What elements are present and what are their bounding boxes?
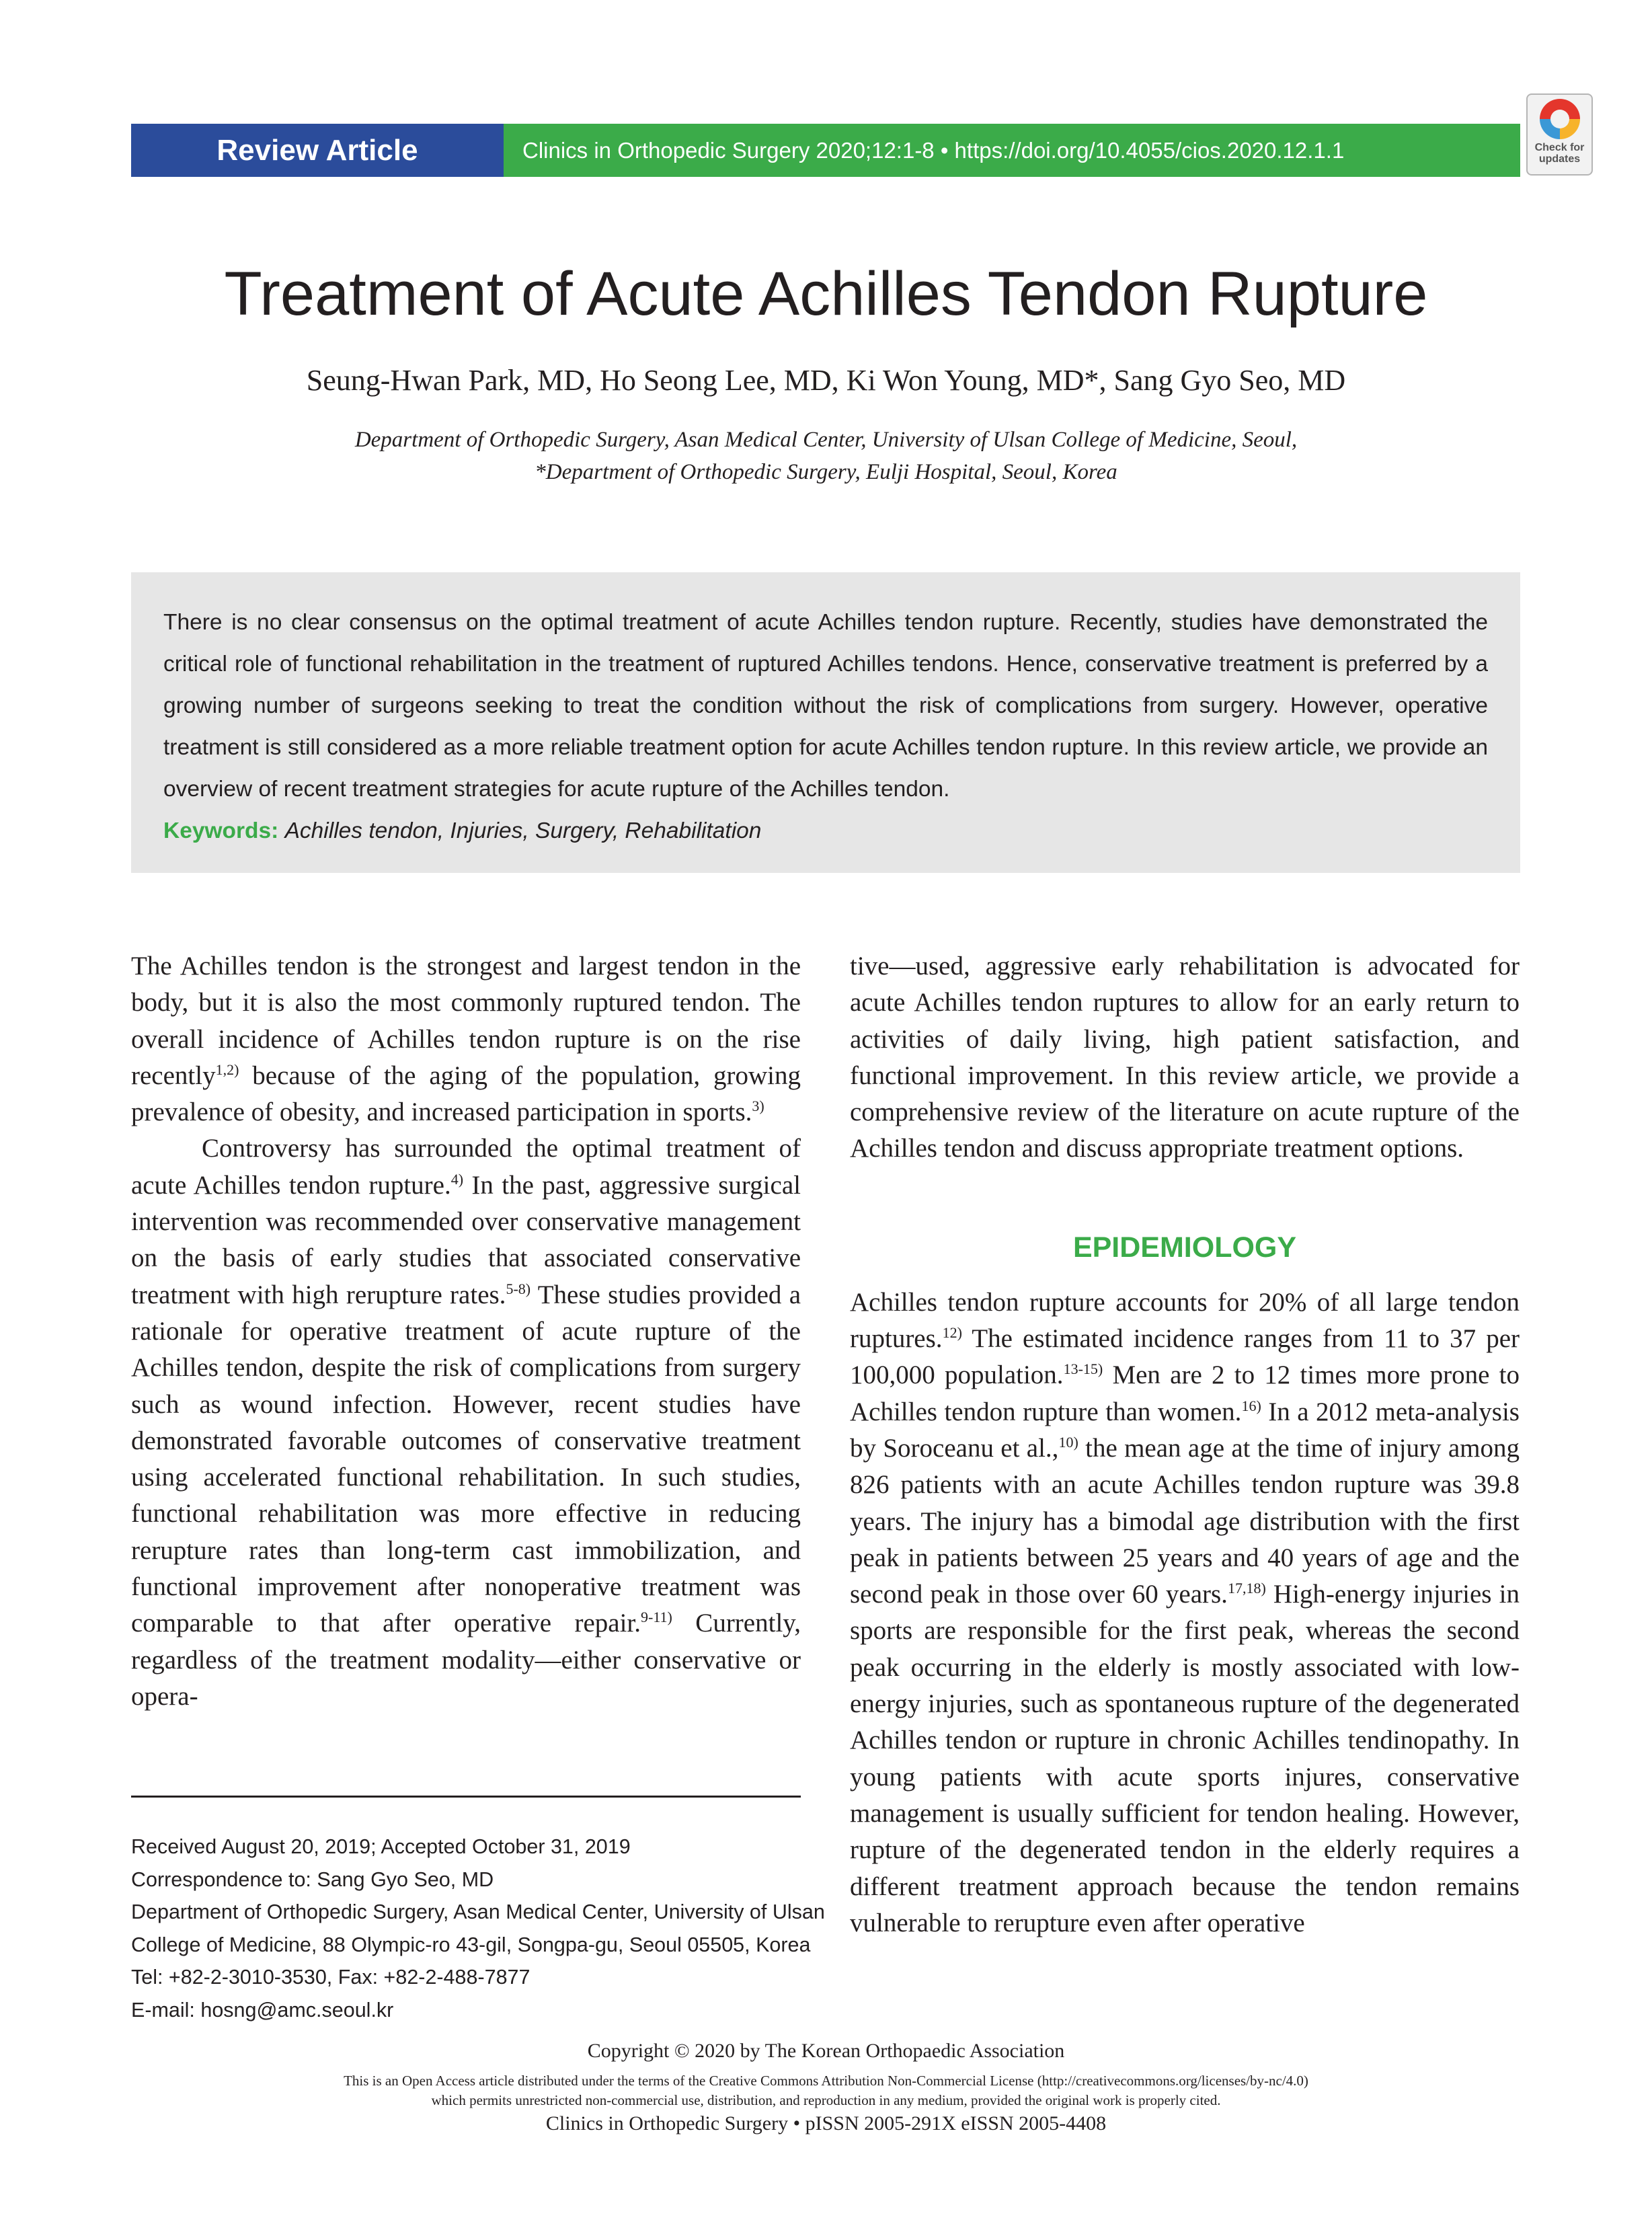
footnote-divider <box>131 1796 801 1798</box>
copyright-line: Copyright © 2020 by The Korean Orthopaedic Association <box>587 2040 1065 2062</box>
abstract-text: There is no clear consensus on the optimal treatment of acute Achilles tendon rupture. Recently, studies have demonstrated the critical role of functional rehabilitation in the treatment of ruptured Achilles tendons. Hence, conservative treatment is preferred by a growing number of surgeons seeking to treat the condition without the risk of complications from surgery. However, operative treatment is still considered as a more reliable treatment option for acute Achilles tendon rupture. In this review article, we provide an overview of recent treatment strategies for acute rupture of the Achilles tendon. <box>163 610 1488 802</box>
journal-issn: Clinics in Orthopedic Surgery • pISSN 2005-291X eISSN 2005-4408 <box>545 2112 1107 2134</box>
citation-ref[interactable]: 3) <box>752 1098 764 1115</box>
correspondence-footnote <box>131 1831 825 2026</box>
address-line-1: Department of Orthopedic Surgery, Asan Medical Center, University of Ulsan <box>131 1900 825 1923</box>
article-type-label: Review Article <box>217 133 418 167</box>
epidemiology-paragraph: Achilles tendon rupture accounts for 20% of all large tendon ruptures.$^{12)}$ The estimated incidence ranges from 11 to 37 per 100,000 population.$^{13-15)}$ Men are 2 to 12 times more prone to Achilles tendon rupture than women.$^{16)}$ In a 2012 meta-analysis by Soroceanu et al.,$^{10)}$ the mean age at the time of injury among 826 patients with an acute Achilles tendon rupture was 39.8 years. The injury has a bimodal age distribution with the first peak in patients between 25 years and 40 years of age and the second peak in those over 60 years.$^{17,18)}$ High-energy injuries in sports are responsible for the first peak, whereas the second peak occurring in the elderly is mostly associated with low-energy injuries, such as spontaneous rupture of the degenerated Achilles tendon or rupture in chronic Achilles tendinopathy. In young patients with acute sports injures, conservative management is usually sufficient for tendon healing. However, rupture of the degenerated tendon in the elderly requires a different treatment approach because the tendon remains vulnerable to rerupture even after operative <box>850 1287 1520 1937</box>
affiliation-2: *Department of Orthopedic Surgery, Eulji Hospital, Seoul, Korea <box>535 460 1117 484</box>
keywords-value: Achilles tendon, Injuries, Surgery, Rehabilitation <box>284 818 762 843</box>
citation-ref[interactable]: 4) <box>450 1170 464 1188</box>
citation-ref[interactable]: 9-11) <box>641 1609 672 1626</box>
citation-banner <box>504 124 1520 177</box>
keywords-label: Keywords: <box>163 818 279 843</box>
email-address[interactable]: E-mail: hosng@amc.seoul.kr <box>131 1998 394 2022</box>
keywords-line <box>163 810 1488 852</box>
phone-fax: Tel: +82-2-3010-3530, Fax: +82-2-488-7877 <box>131 1966 530 1989</box>
citation-ref[interactable]: 17,18) <box>1227 1580 1266 1597</box>
affiliations <box>0 424 1652 488</box>
intro-paragraph-1: The Achilles tendon is the strongest and largest tendon in the body, but it is also the most commonly ruptured tendon. The overall incidence of Achilles tendon rupture is on the rise recently$^{1,2)}$ because of the aging of the population, growing prevalence of obesity, and increased participation in sports.$^{3)}$ <box>131 952 801 1127</box>
article-title: Treatment of Acute Achilles Tendon Rupture <box>224 260 1428 328</box>
address-line-2: College of Medicine, 88 Olympic-ro 43-gil, Songpa-gu, Seoul 05505, Korea <box>131 1933 811 1956</box>
author-list: Seung-Hwan Park, MD, Ho Seong Lee, MD, Ki Won Young, MD*, Sang Gyo Seo, MD <box>306 364 1346 397</box>
received-dates: Received August 20, 2019; Accepted October 31, 2019 <box>131 1835 631 1858</box>
article-type-banner <box>131 124 504 177</box>
correspondence-author: Correspondence to: Sang Gyo Seo, MD <box>131 1868 494 1891</box>
citation-text[interactable]: Clinics in Orthopedic Surgery 2020;12:1-8 • https://doi.org/10.4055/cios.2020.12.1.1 <box>522 137 1345 163</box>
intro-paragraph-2-continued: tive—used, aggressive early rehabilitation is advocated for acute Achilles tendon ruptures to allow for an early return to activities of daily living, high patient satisfaction, and functional improvement. In this review article, we provide a comprehensive review of the literature on acute rupture of the Achilles tendon and discuss appropriate treatment options. <box>850 952 1520 1163</box>
citation-ref[interactable]: 10) <box>1058 1433 1078 1451</box>
license-text <box>0 2071 1652 2110</box>
intro-paragraph-2: Controversy has surrounded the optimal treatment of acute Achilles tendon rupture.$^{4)}$ In the past, aggressive surgical intervention was recommended over conservative management on the basis of early studies that associated conservative treatment with high rerupture rates.$^{5-8)}$ These studies provided a rationale for operative treatment of acute rupture of the Achilles tendon, despite the risk of complications from surgery such as wound infection. However, recent studies have demonstrated favorable outcomes of conservative treatment using accelerated functional rehabilitation. In such studies, functional rehabilitation was more effective in reducing rerupture rates than long-term cast immobilization, and functional improvement after nonoperative treatment was comparable to that after operative repair.$^{9-11)}$ Currently, regardless of the treatment modality—either conservative or opera- <box>131 1134 801 1711</box>
citation-ref[interactable]: 5-8) <box>506 1280 531 1297</box>
crossmark-icon <box>1540 99 1580 139</box>
abstract-box <box>131 572 1520 873</box>
affiliation-1: Department of Orthopedic Surgery, Asan Medical Center, University of Ulsan College of Medicine, Seoul, <box>354 428 1298 452</box>
citation-ref[interactable]: 13-15) <box>1063 1360 1103 1378</box>
body-column-right <box>850 948 1520 1941</box>
check-for-updates-badge[interactable] <box>1526 93 1593 176</box>
citation-ref[interactable]: 1,2) <box>215 1061 239 1078</box>
citation-ref[interactable]: 16) <box>1241 1397 1261 1414</box>
license-line-2: which permits unrestricted non-commercial use, distribution, and reproduction in any medium, provided the original work is properly cited. <box>431 2092 1221 2108</box>
license-line-1[interactable]: This is an Open Access article distributed under the terms of the Creative Commons Attribution Non-Commercial License (http://creativecommons.org/licenses/by-nc/4.0) <box>344 2073 1308 2089</box>
check-for-updates-label: Check for updates <box>1534 142 1585 165</box>
section-title-epidemiology: EPIDEMIOLOGY <box>1072 1231 1297 1264</box>
body-column-left <box>131 948 801 1715</box>
citation-ref[interactable]: 12) <box>942 1324 962 1342</box>
